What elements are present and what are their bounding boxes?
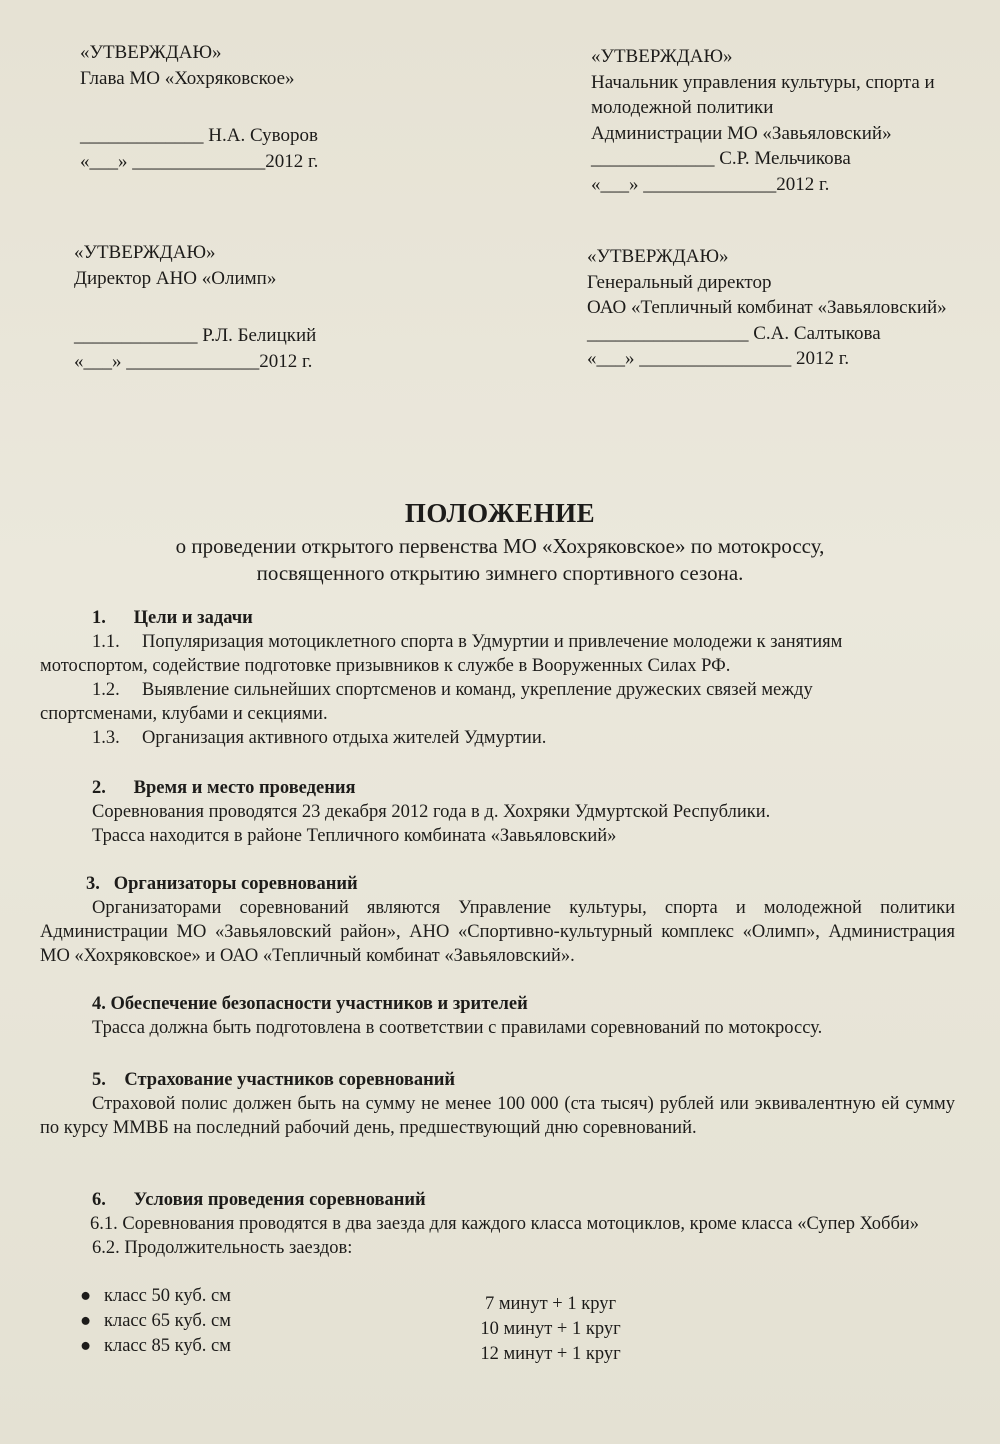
- approval-date: «___» ______________2012 г.: [591, 173, 830, 195]
- list-item: ● класс 50 куб. см: [80, 1284, 231, 1309]
- section-heading: 6. Условия проведения соревнований: [92, 1190, 426, 1210]
- approval-block-head-of-mo: [80, 40, 318, 174]
- approval-block-ano-olimp: [74, 240, 316, 374]
- bullet-icon: ●: [80, 1286, 92, 1306]
- approval-position: Глава МО «Хохряковское»: [80, 67, 295, 89]
- list-item: ● класс 65 куб. см: [80, 1309, 231, 1334]
- duration-value: 12 минут + 1 круг: [480, 1344, 621, 1364]
- subtitle-line: посвященного открытию зимнего спортивного сезона.: [256, 561, 744, 585]
- paragraph-4-1: Трасса должна быть подготовлена в соответствии с правилами соревнований по мотокроссу.: [92, 1018, 823, 1038]
- approval-signature: _________________ С.А. Салтыкова: [587, 322, 881, 344]
- approval-date: «___» ________________ 2012 г.: [587, 348, 850, 369]
- approval-position: Генеральный директор: [587, 271, 772, 293]
- approval-heading: «УТВЕРЖДАЮ»: [74, 242, 216, 263]
- paragraph-1-2-cont: спортсменами, клубами и секциями.: [40, 704, 328, 724]
- paragraph-2-2: Трасса находится в районе Тепличного комбината «Завьяловский»: [92, 826, 617, 846]
- approval-block-greenhouse: [587, 244, 947, 372]
- duration-value: 10 минут + 1 круг: [480, 1319, 621, 1339]
- approval-heading: «УТВЕРЖДАЮ»: [587, 246, 729, 267]
- section-heading: 5. Страхование участников соревнований: [92, 1070, 456, 1090]
- section-organizers: [40, 872, 955, 968]
- paragraph-1-3: 1.3. Организация активного отдыха жителей Удмуртии.: [92, 728, 547, 748]
- section-time-place: [40, 776, 955, 848]
- paragraph-3-1: Организаторами соревнований являются Управление культуры, спорта и молодежной политики Администрации МО «Завьяловский район», АНО «Спортивно-культурный комплекс «Олимп», Администрация МО «Хохряковское» и ОАО «Тепличный комбинат «Завьяловский».: [40, 898, 955, 966]
- section-heading: 3. Организаторы соревнований: [86, 874, 358, 894]
- paragraph-1-1-cont: мотоспортом, содействие подготовке призывников к службе в Вооруженных Силах РФ.: [40, 656, 731, 676]
- approval-position: Администрации МО «Завьяловский»: [591, 122, 892, 144]
- bullet-icon: ●: [80, 1311, 92, 1331]
- section-safety: [40, 992, 955, 1040]
- approval-heading: «УТВЕРЖДАЮ»: [591, 46, 733, 67]
- approval-heading: «УТВЕРЖДАЮ»: [80, 42, 222, 63]
- approval-signature: _____________ С.Р. Мельчикова: [591, 148, 851, 169]
- duration-value: 7 минут + 1 круг: [484, 1294, 617, 1314]
- approval-position: молодежной политики: [591, 97, 774, 118]
- paragraph-6-1: 6.1. Соревнования проводятся в два заезда для каждого класса мотоциклов, кроме класса «Супер Хобби»: [90, 1214, 920, 1234]
- class-list: [80, 1284, 231, 1359]
- paragraph-1-1: 1.1. Популяризация мотоциклетного спорта в Удмуртии и привлечение молодежи к занятиям: [92, 632, 843, 652]
- duration-list: [468, 1292, 633, 1367]
- approval-signature: _____________ Н.А. Суворов: [80, 125, 318, 146]
- approval-date: «___» ______________2012 г.: [74, 350, 313, 372]
- section-heading: 2. Время и место проведения: [92, 778, 356, 798]
- bullet-icon: ●: [80, 1336, 92, 1356]
- approval-position: Директор АНО «Олимп»: [74, 267, 277, 289]
- section-goals: [40, 606, 955, 750]
- section-insurance: [40, 1068, 955, 1140]
- document-subtitle: [0, 533, 1000, 587]
- list-item: ● класс 85 куб. см: [80, 1334, 231, 1359]
- approval-date: «___» ______________2012 г.: [80, 150, 319, 172]
- subtitle-line: о проведении открытого первенства МО «Хохряковское» по мотокроссу,: [175, 534, 825, 558]
- approval-position: Начальник управления культуры, спорта и: [591, 71, 935, 93]
- section-heading: 1. Цели и задачи: [92, 608, 253, 628]
- paragraph-5-1: Страховой полис должен быть на сумму не менее 100 000 (ста тысяч) рублей или эквивалентную ей сумму по курсу ММВБ на последний рабочий день, предшествующий дню соревнований.: [40, 1094, 955, 1138]
- paragraph-6-2: 6.2. Продолжительность заездов:: [92, 1238, 353, 1258]
- paragraph-2-1: Соревнования проводятся 23 декабря 2012 года в д. Хохряки Удмуртской Республики.: [92, 802, 771, 822]
- section-conditions: [40, 1188, 955, 1260]
- section-heading: 4. Обеспечение безопасности участников и зрителей: [92, 994, 528, 1014]
- approval-block-culture-department: [591, 44, 935, 197]
- approval-position: ОАО «Тепличный комбинат «Завьяловский»: [587, 297, 947, 318]
- paragraph-1-2: 1.2. Выявление сильнейших спортсменов и команд, укрепление дружеских связей между: [92, 680, 813, 700]
- approval-signature: _____________ Р.Л. Белицкий: [74, 325, 317, 346]
- document-title: ПОЛОЖЕНИЕ: [404, 498, 596, 528]
